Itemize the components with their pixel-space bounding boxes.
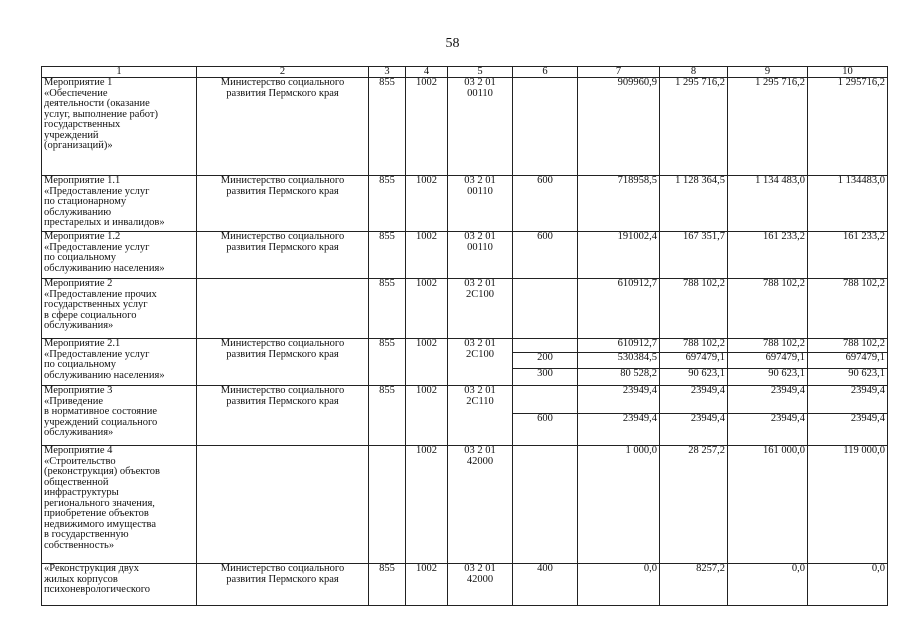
value-col10: 119 000,0 (808, 446, 888, 564)
value-col8: 788 102,2 (660, 279, 728, 339)
budget-code-ministry: 855 (369, 232, 406, 279)
budget-code-ministry: 855 (369, 564, 406, 606)
budget-code-target-line: 00110 (467, 87, 493, 99)
value-col10: 23949,4 (808, 386, 888, 414)
measure-name-line: Мероприятие 1.1 (44, 175, 121, 186)
value-col7: 23949,4 (578, 386, 660, 414)
table-header (42, 67, 888, 78)
measure-name-line: Мероприятие 1.2 (44, 231, 121, 242)
measure-name (42, 176, 197, 232)
measure-name-line: обслуживания» (44, 320, 114, 331)
measure-name-line: Мероприятие 3 (44, 385, 113, 396)
measure-name-line: недвижимого имущества (44, 518, 156, 530)
value-col8: 90 623,1 (660, 369, 728, 386)
value-col7: 610912,7 (578, 279, 660, 339)
column-header: 7 (578, 67, 660, 78)
budget-code-section: 1002 (406, 176, 448, 232)
measure-name-line: «Предоставление услуг (44, 241, 150, 253)
value-col9: 788 102,2 (728, 339, 808, 353)
budget-code-ministry: 855 (369, 386, 406, 446)
measure-name-line: по социальному (44, 359, 116, 370)
budget-code-section: 1002 (406, 386, 448, 446)
value-col8: 28 257,2 (660, 446, 728, 564)
value-col10: 788 102,2 (808, 339, 888, 353)
measure-name-line: собственность» (44, 539, 115, 551)
measure-name-line: «Реконструкция двух (44, 563, 140, 574)
budget-code-section: 1002 (406, 339, 448, 386)
budget-code-target (448, 232, 513, 279)
value-col10: 788 102,2 (808, 279, 888, 339)
budget-code-target (448, 446, 513, 564)
column-header: 10 (808, 67, 888, 78)
column-header: 9 (728, 67, 808, 78)
measure-name-line: «Обеспечение (44, 87, 108, 99)
table-row (42, 446, 888, 564)
budget-code-ministry (369, 446, 406, 564)
budget-code-target-line: 00110 (467, 241, 493, 253)
measure-name (42, 78, 197, 176)
executor-line: развития Пермского края (226, 573, 339, 585)
value-col7: 1 000,0 (578, 446, 660, 564)
budget-code-target-line: 2С100 (465, 288, 494, 300)
executor-line: развития Пермского края (226, 395, 339, 407)
value-col8: 167 351,7 (660, 232, 728, 279)
table-row (42, 176, 888, 232)
executor-line: развития Пермского края (226, 241, 339, 253)
value-col9: 23949,4 (728, 386, 808, 414)
value-col10: 161 233,2 (808, 232, 888, 279)
expense-type: 600 (513, 414, 578, 446)
budget-code-section: 1002 (406, 232, 448, 279)
measure-name-line: общественной (44, 476, 109, 488)
measure-name-line: Мероприятие 4 (44, 445, 113, 456)
value-col8: 1 128 364,5 (660, 176, 728, 232)
executor-line: Министерство социального (220, 77, 345, 88)
budget-code-target-line: 03 2 01 (464, 563, 496, 574)
executor-line: развития Пермского края (226, 348, 339, 360)
budget-code-target-line: 03 2 01 (464, 445, 496, 456)
measure-name-line: психоневрологического (44, 584, 150, 595)
budget-code-target-line: 03 2 01 (464, 385, 496, 396)
page-number: 58 (445, 36, 460, 51)
value-col10: 23949,4 (808, 414, 888, 446)
value-col10: 697479,1 (808, 353, 888, 369)
measure-name-line: Мероприятие 2 (44, 278, 113, 289)
value-col7: 23949,4 (578, 414, 660, 446)
measure-name-line: «Предоставление услуг (44, 185, 150, 197)
budget-code-target (448, 339, 513, 386)
table-row (42, 279, 888, 339)
measure-name-line: престарелых и инвалидов» (44, 217, 165, 228)
table-row (42, 386, 888, 414)
measure-name-line: инфраструктуры (44, 487, 119, 498)
column-header: 5 (448, 67, 513, 78)
value-col9: 161 233,2 (728, 232, 808, 279)
value-col10: 1 134483,0 (808, 176, 888, 232)
table-row (42, 232, 888, 279)
budget-code-target-line: 03 2 01 (464, 338, 496, 349)
measure-name-line: по стационарному (44, 196, 127, 207)
table-row (42, 339, 888, 353)
executor-line: Министерство социального (220, 563, 345, 574)
value-col8: 23949,4 (660, 414, 728, 446)
expense-type (513, 339, 578, 353)
executor-line: развития Пермского края (226, 87, 339, 99)
measure-name-line: в нормативное состояние (44, 406, 158, 417)
measure-name-line: в государственную (44, 529, 129, 540)
measure-name-line: «Строительство (44, 455, 116, 467)
value-col10: 90 623,1 (808, 369, 888, 386)
expense-type: 200 (513, 353, 578, 369)
executor (197, 564, 369, 606)
budget-code-section: 1002 (406, 446, 448, 564)
budget-code-target (448, 176, 513, 232)
value-col7: 80 528,2 (578, 369, 660, 386)
value-col9: 697479,1 (728, 353, 808, 369)
measure-name-line: Мероприятие 2.1 (44, 338, 121, 349)
budget-code-target-line: 03 2 01 (464, 278, 496, 289)
budget-code-target-line: 03 2 01 (464, 231, 496, 242)
column-header: 1 (42, 67, 197, 78)
value-col8: 788 102,2 (660, 339, 728, 353)
budget-code-target-line: 00110 (467, 185, 493, 197)
measure-name-line: (реконструкция) объектов (44, 466, 160, 477)
executor (197, 176, 369, 232)
column-header: 2 (197, 67, 369, 78)
value-col9: 90 623,1 (728, 369, 808, 386)
measure-name-line: (организаций)» (44, 140, 113, 151)
expense-type: 600 (513, 176, 578, 232)
value-col10: 0,0 (808, 564, 888, 606)
table-row (42, 564, 888, 606)
expense-type: 300 (513, 369, 578, 386)
executor-line: Министерство социального (220, 385, 345, 396)
budget-code-target-line: 2С100 (465, 348, 494, 360)
budget-code-target-line: 42000 (466, 455, 494, 467)
budget-code-target (448, 279, 513, 339)
executor (197, 78, 369, 176)
executor-line: Министерство социального (220, 231, 345, 242)
column-header: 6 (513, 67, 578, 78)
measure-name-line: регионального значения, (44, 497, 155, 509)
column-header: 4 (406, 67, 448, 78)
executor (197, 232, 369, 279)
expense-type: 400 (513, 564, 578, 606)
expense-type (513, 279, 578, 339)
value-col9: 23949,4 (728, 414, 808, 446)
column-header: 3 (369, 67, 406, 78)
budget-code-target (448, 78, 513, 176)
expense-type (513, 386, 578, 414)
measure-name-line: «Предоставление прочих (44, 288, 157, 300)
value-col9: 1 295 716,2 (728, 78, 808, 176)
value-col9: 1 134 483,0 (728, 176, 808, 232)
expense-type (513, 446, 578, 564)
executor (197, 446, 369, 564)
measure-name-line: «Приведение (44, 395, 104, 407)
measure-name-line: учреждений социального (44, 416, 158, 428)
budget-code-ministry: 855 (369, 176, 406, 232)
value-col7: 718958,5 (578, 176, 660, 232)
measure-name-line: учреждений (44, 129, 99, 141)
budget-code-ministry: 855 (369, 78, 406, 176)
measure-name-line: обслуживания» (44, 427, 114, 438)
value-col7: 909960,9 (578, 78, 660, 176)
measure-name-line: обслуживанию населения» (44, 262, 165, 274)
table-body (42, 78, 888, 606)
measure-name-line: Мероприятие 1 (44, 77, 113, 88)
budget-code-ministry: 855 (369, 279, 406, 339)
executor-line: развития Пермского края (226, 185, 339, 197)
measure-name-line: обслуживанию населения» (44, 369, 165, 381)
executor-line: Министерство социального (220, 338, 345, 349)
measure-name (42, 339, 197, 386)
measure-name-line: приобретение объектов (44, 508, 149, 519)
column-header: 8 (660, 67, 728, 78)
executor-line: Министерство социального (220, 175, 345, 186)
measure-name (42, 232, 197, 279)
value-col9: 788 102,2 (728, 279, 808, 339)
value-col7: 191002,4 (578, 232, 660, 279)
budget-code-target-line: 42000 (466, 573, 494, 585)
budget-code-section: 1002 (406, 78, 448, 176)
value-col10: 1 295716,2 (808, 78, 888, 176)
executor (197, 386, 369, 446)
measure-name-line: «Предоставление услуг (44, 348, 150, 360)
measure-name-line: государственных услуг (44, 299, 148, 310)
budget-code-target-line: 03 2 01 (464, 175, 496, 186)
budget-code-section: 1002 (406, 279, 448, 339)
value-col7: 530384,5 (578, 353, 660, 369)
value-col8: 697479,1 (660, 353, 728, 369)
budget-code-target (448, 386, 513, 446)
measure-name-line: жилых корпусов (44, 573, 118, 585)
budget-code-section: 1002 (406, 564, 448, 606)
measure-name-line: в сфере социального (44, 309, 137, 321)
value-col9: 0,0 (728, 564, 808, 606)
measure-name-line: услуг, выполнение работ) (44, 108, 159, 120)
expense-type: 600 (513, 232, 578, 279)
expense-type (513, 78, 578, 176)
value-col9: 161 000,0 (728, 446, 808, 564)
value-col8: 8257,2 (660, 564, 728, 606)
budget-code-target-line: 2С110 (466, 395, 494, 407)
value-col7: 610912,7 (578, 339, 660, 353)
executor (197, 279, 369, 339)
value-col8: 1 295 716,2 (660, 78, 728, 176)
measure-name (42, 386, 197, 446)
budget-table (41, 66, 888, 606)
value-col8: 23949,4 (660, 386, 728, 414)
measure-name-line: по социальному (44, 252, 116, 263)
executor (197, 339, 369, 386)
value-col7: 0,0 (578, 564, 660, 606)
measure-name-line: государственных (44, 119, 121, 130)
budget-code-ministry: 855 (369, 339, 406, 386)
measure-name (42, 564, 197, 606)
measure-name-line: деятельности (оказание (44, 98, 150, 109)
measure-name (42, 446, 197, 564)
table-row (42, 78, 888, 176)
measure-name-line: обслуживанию (44, 206, 112, 218)
measure-name (42, 279, 197, 339)
budget-code-target (448, 564, 513, 606)
budget-code-target-line: 03 2 01 (464, 77, 496, 88)
